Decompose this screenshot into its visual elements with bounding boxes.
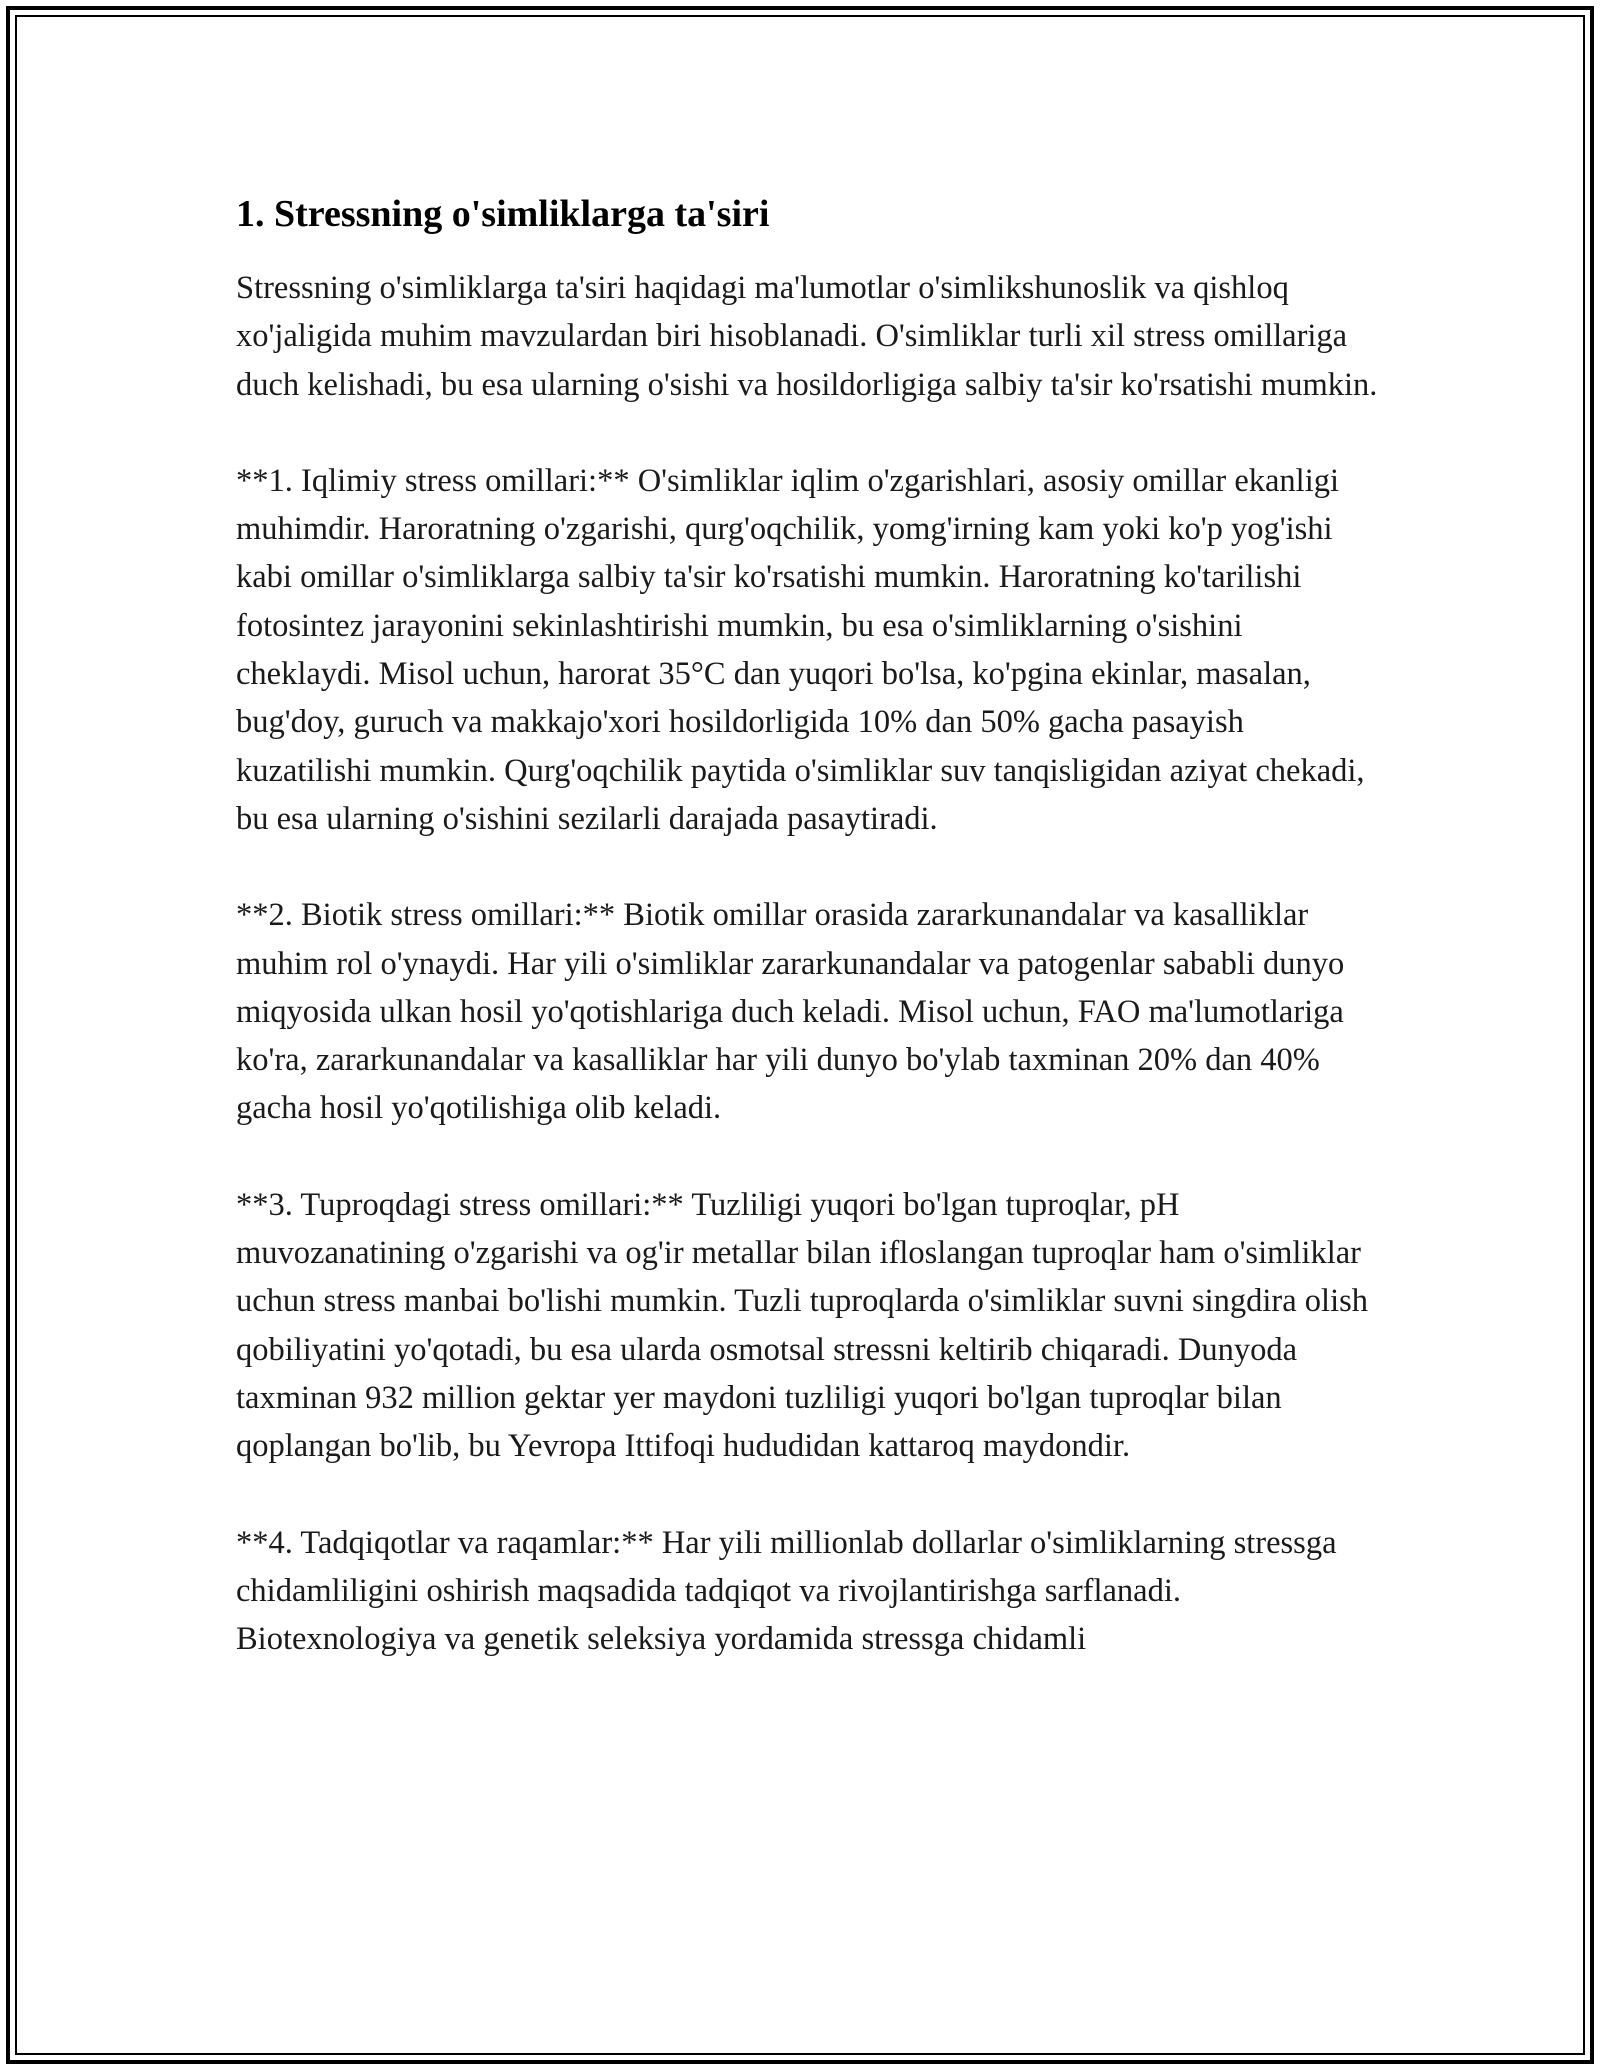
paragraph-biotic-stress: **2. Biotik stress omillari:** Biotik omillar orasida zararkunandalar va kasalliklar muhim rol o'ynaydi. Har yili o'simliklar zararkunandalar va patogenlar sababli dunyo miqyosida ulkan hosil yo'qotishlariga duch keladi. Misol uchun, FAO ma'lumotlariga ko'ra, zararkunandalar va kasalliklar har yili dunyo bo'ylab taxminan 20% dan 40% gacha hosil yo'qotilishiga olib keladi.: [236, 897, 1345, 1127]
paragraph-research-figures: **4. Tadqiqotlar va raqamlar:** Har yili millionlab dollarlar o'simliklarning stressga chidamliligini oshirish maqsadida tadqiqot va rivojlantirishga sarflanadi. Biotexnologiya va genetik seleksiya yordamida stressga chidamli: [236, 1524, 1337, 1658]
page-title: 1. Stressning o'simliklarga ta'siri: [236, 193, 770, 235]
document-body: [236, 186, 1381, 1711]
paragraph-intro: Stressning o'simliklarga ta'siri haqidagi ma'lumotlar o'simlikshunoslik va qishloq xo'jaligida muhim mavzulardan biri hisoblanadi. O'simliklar turli xil stress omillariga duch kelishadi, bu esa ularning o'sishi va hosildorligiga salbiy ta'sir ko'rsatishi mumkin.: [236, 270, 1378, 403]
paragraph-soil-stress: **3. Tuproqdagi stress omillari:** Tuzliligi yuqori bo'lgan tuproqlar, pH muvozanatining o'zgarishi va og'ir metallar bilan ifloslangan tuproqlar ham o'simliklar uchun stress manbai bo'lishi mumkin. Tuzli tuproqlarda o'simliklar suvni singdira olish qobiliyatini yo'qotadi, bu esa ularda osmotsal stressni keltirib chiqaradi. Dunyoda taxminan 932 million gektar yer maydoni tuzliligi yuqori bo'lgan tuproqlar bilan qoplangan bo'lib, bu Yevropa Ittifoqi hududidan kattaroq maydondir.: [236, 1186, 1369, 1465]
paragraph-climatic-stress: **1. Iqlimiy stress omillari:** O'simliklar iqlim o'zgarishlari, asosiy omillar ekanligi muhimdir. Haroratning o'zgarishi, qurg'oqchilik, yomg'irning kam yoki ko'p yog'ishi kabi omillar o'simliklarga salbiy ta'sir ko'rsatishi mumkin. Haroratning ko'tarilishi fotosintez jarayonini sekinlashtirishi mumkin, bu esa o'simliklarning o'sishini cheklaydi. Misol uchun, harorat 35°C dan yuqori bo'lsa, ko'pgina ekinlar, masalan, bug'doy, guruch va makkajo'xori hosildorligida 10% dan 50% gacha pasayish kuzatilishi mumkin. Qurg'oqchilik paytida o'simliklar suv tanqisligidan aziyat chekadi, bu esa ularning o'sishini sezilarli darajada pasaytiradi.: [236, 462, 1365, 837]
